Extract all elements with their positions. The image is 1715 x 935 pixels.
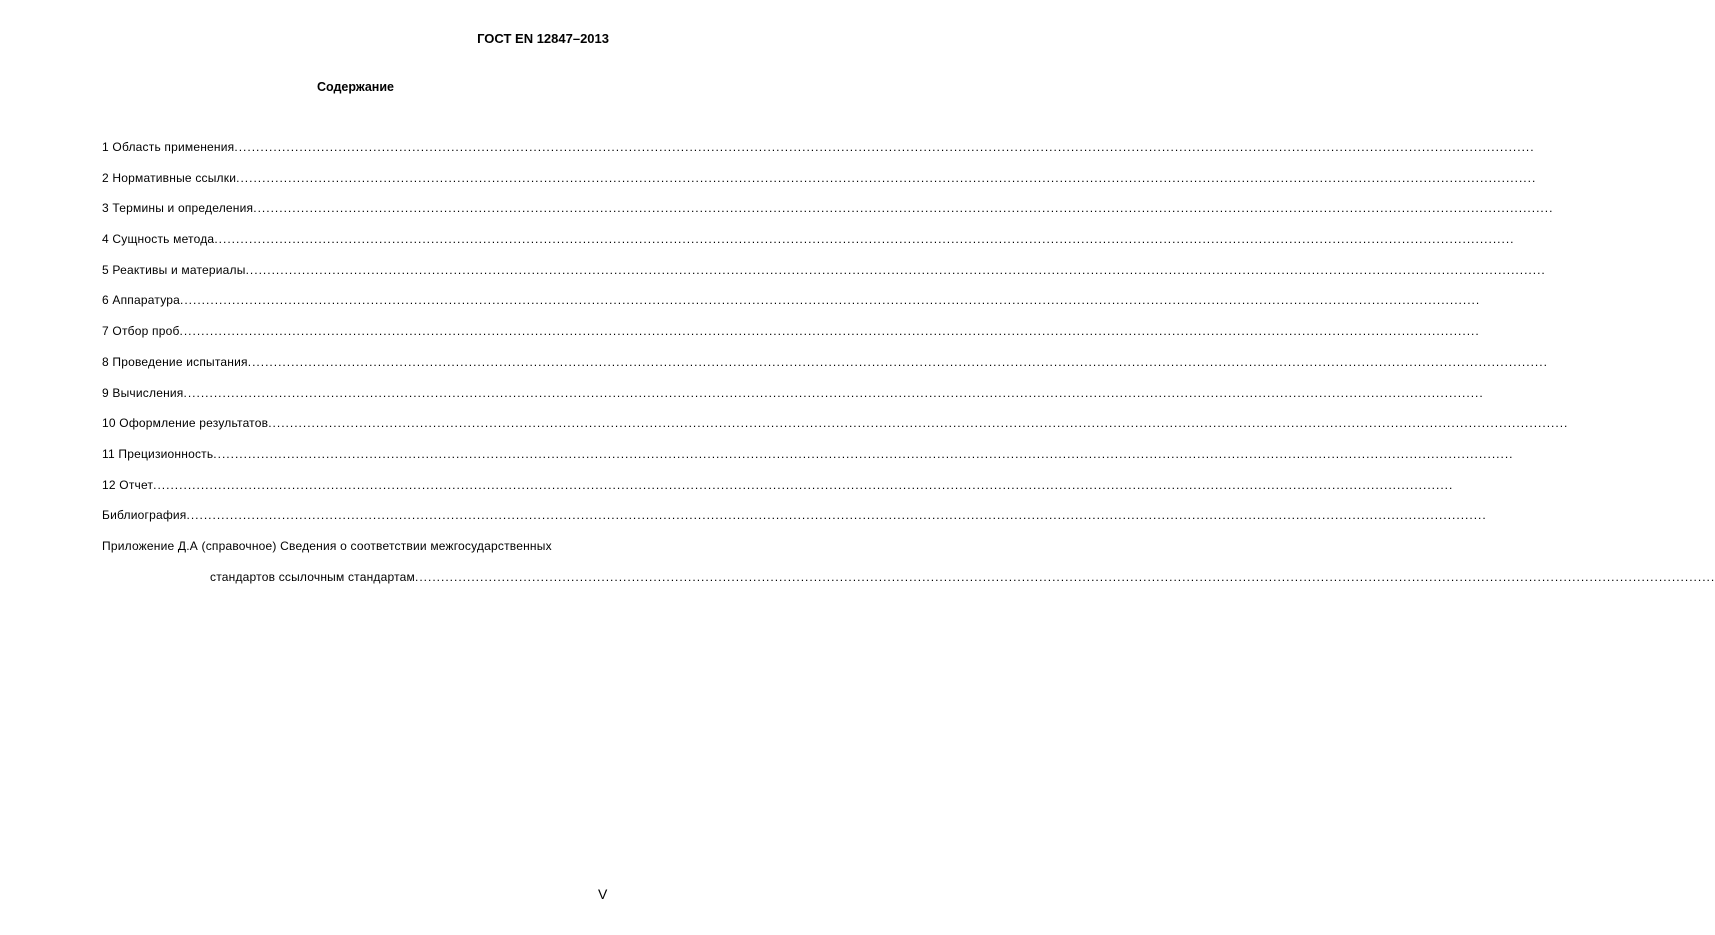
toc-item[interactable] [102,385,1484,417]
toc-item[interactable] [102,140,1535,171]
dot-leader: ............................................................................................................................................................................................................................................................................................................ [245,262,1546,277]
dot-leader: ............................................................................................................................................................................................................................................................................................................ [415,569,1715,584]
dot-leader: ............................................................................................................................................................................................................................................................................................................ [179,324,1480,339]
document-code: ГОСТ EN 12847–2013 [477,31,609,46]
dot-leader: ............................................................................................................................................................................................................................................................................................................ [213,446,1514,461]
dot-leader: ............................................................................................................................................................................................................................................................................................................ [234,140,1535,154]
page-title: Содержание [316,80,394,94]
dot-leader: ............................................................................................................................................................................................................................................................................................................ [183,385,1484,400]
toc-item[interactable] [102,508,1487,539]
dot-leader: ............................................................................................................................................................................................................................................................................................................ [153,477,1454,492]
table-of-contents [102,140,1715,600]
dot-leader: ............................................................................................................................................................................................................................................................................................................ [180,293,1481,308]
toc-appendix-line1[interactable] [102,539,599,570]
dot-leader: ............................................................................................................................................................................................................................................................................................................ [186,508,1487,523]
toc-item[interactable] [102,201,1554,232]
toc-item-label: Библиография [102,508,187,523]
toc-item[interactable] [102,446,1514,478]
toc-item-label: 5 Реактивы и материалы [102,262,246,277]
toc-item-label: 8 Проведение испытания [102,354,248,369]
toc-item-label: 9 Вычисления [102,385,184,400]
toc-item-label: 4 Сущность метода [102,232,215,247]
toc-item[interactable] [102,170,1537,202]
toc-item-label: Приложение Д.А (справочное) Сведения о соответствии межгосударственных [102,538,552,553]
toc-item-label: 6 Аппаратура [102,293,181,308]
page-number: V [598,886,608,902]
toc-item[interactable] [102,477,1454,509]
toc-item-label: 1 Область применения [102,140,235,154]
toc-appendix-line2[interactable] [102,569,1715,601]
toc-item-label: 10 Оформление результатов [102,416,269,431]
toc-item-label: 2 Нормативные ссылки [102,170,237,185]
toc-item[interactable] [102,293,1481,324]
toc-item-label: 12 Отчет [102,477,154,492]
toc-item[interactable] [102,262,1546,294]
toc-item-label: 11 Прецизионность [102,446,214,461]
toc-item[interactable] [102,232,1515,263]
dot-leader: ............................................................................................................................................................................................................................................................................................................ [214,232,1515,247]
dot-leader: ............................................................................................................................................................................................................................................................................................................ [247,354,1548,369]
dot-leader: ............................................................................................................................................................................................................................................................................................................ [236,170,1537,185]
toc-item-label: 3 Термины и определения [102,201,254,216]
toc-item-label: 7 Отбор проб [102,324,180,339]
toc-item[interactable] [102,324,1480,355]
toc-item[interactable] [102,416,1569,447]
dot-leader: ............................................................................................................................................................................................................................................................................................................ [268,416,1569,431]
toc-item-label: стандартов ссылочным стандартам [210,569,415,584]
dot-leader: ............................................................................................................................................................................................................................................................................................................ [253,201,1554,216]
toc-item[interactable] [102,354,1548,386]
